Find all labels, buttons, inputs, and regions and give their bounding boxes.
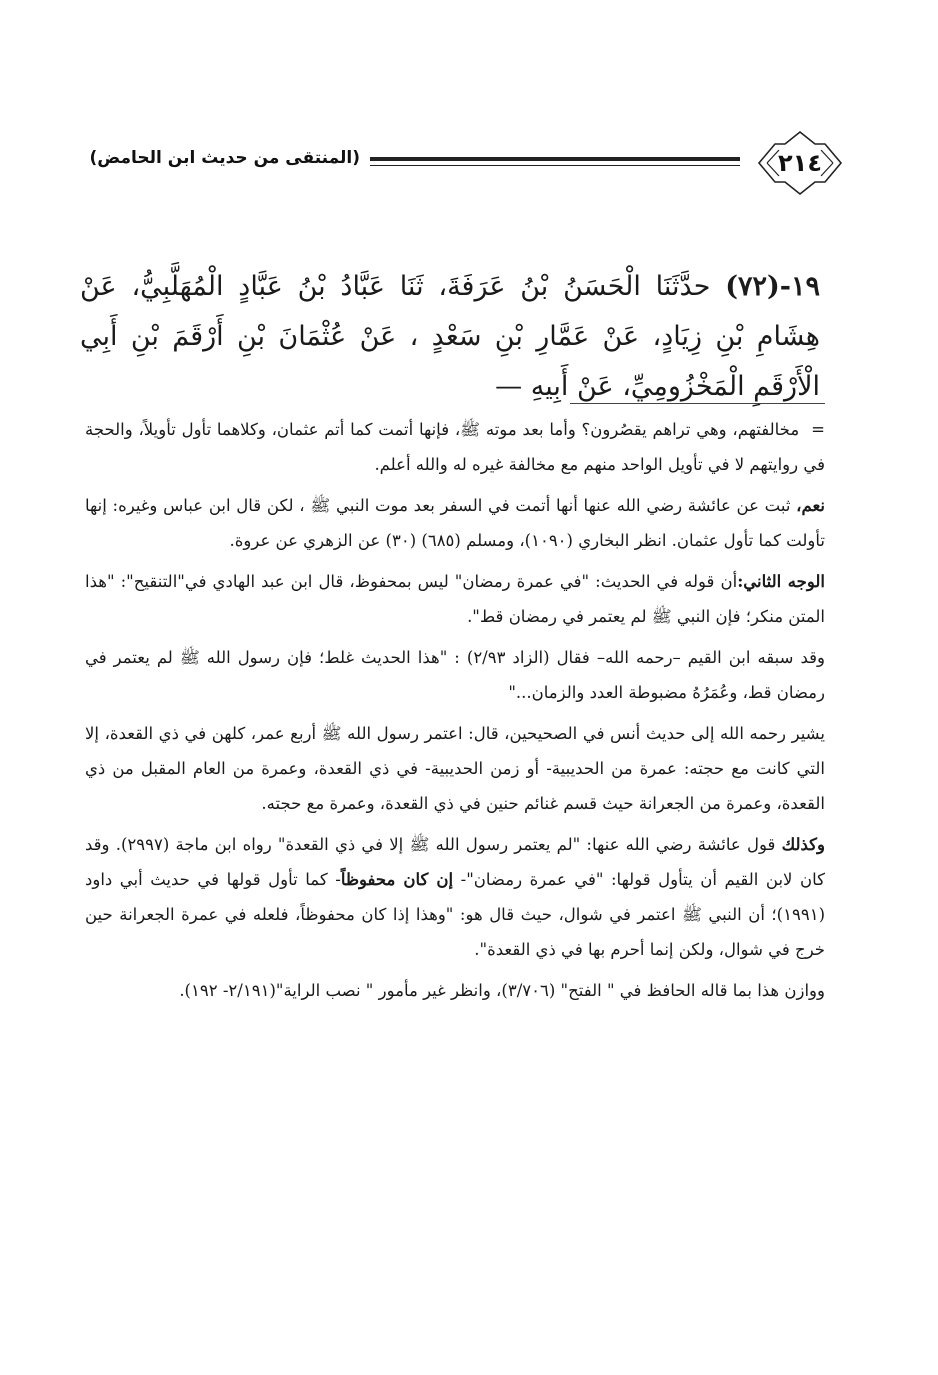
footnote-lead: نعم،: [796, 496, 825, 515]
footnote-text: - كما تأول قولها في حديث أبي داود (١٩٩١)؛ أن النبي ﷺ اعتمر في شوال، حيث قال هو: "وهذا إذا كان محفوظاً، فلعله في عمرة الجعرانة حين خرج في شوال، ولكن إنما أحرم بها في ذي القعدة".: [85, 870, 825, 959]
footnote-text: مخالفتهم، وهي تراهم يقصُرون؟ وأما بعد موته ﷺ، فإنها أتمت كما أتم عثمان، وكلاهما تأول تأويلاً، والحجة في روايتهم لا في تأويل الواحد منهم مع مخالفة غيره له والله أعلم.: [85, 420, 825, 474]
footnote-lead: الوجه الثاني:: [737, 572, 825, 591]
page-number-badge: [745, 130, 855, 196]
footnote-text: قول عائشة رضي الله عنها: "لم يعتمر رسول الله ﷺ إلا في ذي القعدة" رواه ابن ماجة (٢٩٩٧). وقد كان لابن القيم أن يتأول قولها: "في عمرة رمضان"-: [85, 835, 825, 889]
header-rule-thick: [370, 157, 740, 161]
footnote-bold-phrase: إن كان محفوظاً: [340, 870, 454, 889]
footnote-lead: وكذلك: [781, 835, 825, 854]
hadith-number: ١٩-(٧٢): [725, 271, 820, 302]
footnote-divider: [570, 403, 825, 404]
footnote-paragraph: [85, 716, 825, 821]
footnote-text: ثبت عن عائشة رضي الله عنها أنها أتمت في السفر بعد موت النبي ﷺ ، لكن قال ابن عباس وغيره: إنها تأولت كما تأول عثمان. انظر البخاري (١٠٩٠)، ومسلم (٦٨٥) (٣٠) عن الزهري عن عروة.: [85, 496, 825, 550]
footnote-paragraph: [85, 973, 825, 1008]
footnote-text: وقد سبقه ابن القيم –رحمه الله– فقال (الزاد ٢/٩٣) : "هذا الحديث غلط؛ فإن رسول الله ﷺ لم يعتمر في رمضان قط، وعُمَرُهُ مضبوطة العدد والزمان...": [85, 648, 825, 702]
header-rule-thin: [370, 165, 740, 166]
footnote-paragraph: [85, 640, 825, 710]
footnote-paragraph: [85, 564, 825, 634]
footnote-text: يشير رحمه الله إلى حديث أنس في الصحيحين، قال: اعتمر رسول الله ﷺ أربع عمر، كلهن في ذي القعدة، إلا التي كانت مع حجته: عمرة من الحديبية- أو زمن الحديبية- في ذي القعدة، وعمرة من العام المقبل من ذي القعدة، وعمرة من الجعرانة حيث قسم غنائم حنين في ذي القعدة، وعمرة مع حجته.: [85, 724, 825, 813]
footnotes-block: [85, 412, 825, 1014]
footnote-paragraph: [85, 488, 825, 558]
footnote-paragraph: [85, 412, 825, 482]
page-header: [30, 130, 840, 200]
footnote-paragraph: [85, 827, 825, 967]
hadith-body: حدَّثَنَا الْحَسَنُ بْنُ عَرَفَةَ، ثَنَا عَبَّادُ بْنُ عَبَّادٍ الْمُهَلَّبِيُّ، عَنْ هِشَامِ بْنِ زِيَادٍ، عَنْ عَمَّارِ بْنِ سَعْدٍ ، عَنْ عُثْمَانَ بْنِ أَرْقَمَ بْنِ أَبِي الْأَرْقَمِ الْمَخْزُومِيِّ، عَنْ أَبِيهِ —: [80, 271, 820, 402]
hadith-text-block: [80, 262, 820, 412]
footnote-text: ووازن هذا بما قاله الحافظ في " الفتح" (٣/٧٠٦)، وانظر غير مأمور " نصب الراية"(٢/١٩١- ١٩٢).: [179, 981, 825, 1000]
footnote-text: أن قوله في الحديث: "في عمرة رمضان" ليس بمحفوظ، قال ابن عبد الهادي في"التنقيح": "هذا المتن منكر؛ فإن النبي ﷺ لم يعتمر في رمضان قط".: [85, 572, 825, 626]
running-title: (المنتقى من حديث ابن الحامض): [89, 148, 360, 168]
continuation-mark: =: [811, 420, 825, 439]
page-number: ٢١٤: [778, 149, 822, 177]
